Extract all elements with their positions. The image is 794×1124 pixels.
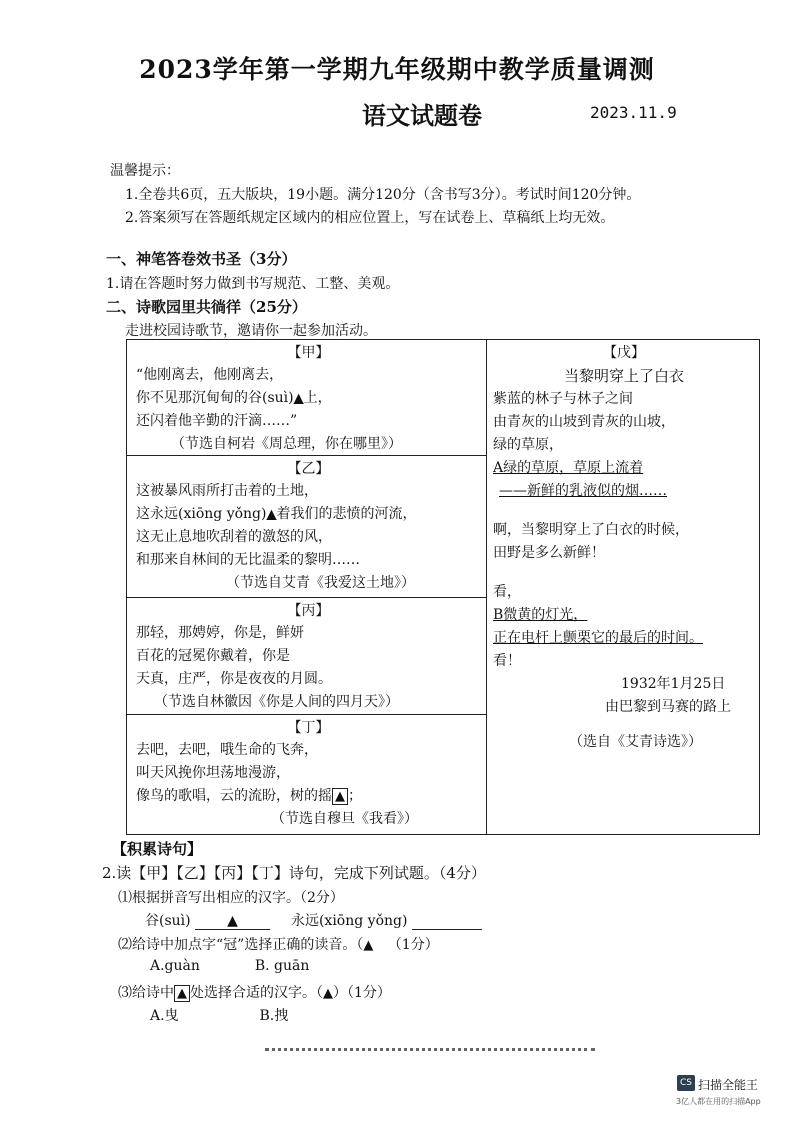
blank-mark: ▲	[293, 391, 304, 406]
poem-wu-line: ——新鲜的乳液似的烟……	[499, 483, 667, 499]
poem-jia-label: 【甲】	[287, 345, 330, 361]
poem-jia	[136, 342, 481, 456]
section2-heading: 二、诗歌园里共徜徉（25分）	[106, 298, 307, 316]
poem-wu-date: 1932年1月25日	[621, 676, 726, 692]
poem-ding-line: 去吧，去吧，哦生命的飞奔，	[136, 742, 318, 758]
pinyin-sui: 谷(suì)	[145, 913, 191, 929]
option-a[interactable]: A.guàn	[150, 958, 200, 974]
poem-yi-line: 和那来自林间的无比温柔的黎明……	[136, 552, 360, 568]
poem-wu-line: 正在电杆上颤栗它的最后的时间。	[493, 630, 703, 646]
poem-ding-source: （节选自穆旦《我看》）	[271, 811, 418, 827]
poem-wu-label: 【戊】	[603, 345, 645, 361]
poem-wu-line: 紫蓝的林子与林子之间	[493, 391, 633, 407]
question-2: 2.读【甲】【乙】【丙】【丁】诗句，完成下列试题。（4分）	[102, 864, 486, 882]
question-2-2: ⑵给诗中加点字“冠”选择正确的读音。（▲ （1分）	[118, 937, 439, 953]
poem-wu-title: 当黎明穿上了白衣	[563, 367, 684, 385]
poem-yi-line: 这永远(xiōng yǒng)▲着我们的悲愤的河流，	[136, 503, 481, 526]
poem-ding-line: 像鸟的歌唱，云的流盼，树的摇 ▲ ；	[136, 788, 362, 804]
poem-wu-line: 田野是多么新鲜！	[493, 545, 605, 561]
question-2-2-options	[150, 958, 309, 974]
boxed-blank-mark: ▲	[174, 985, 190, 1002]
poem-jia-line: 你不见那沉甸甸的谷(suì)▲上，	[136, 387, 481, 410]
exam-subtitle: 语文试题卷	[362, 101, 482, 130]
blank-mark: ▲	[227, 913, 238, 929]
option-b[interactable]: B. guān	[254, 958, 310, 974]
exam-date: 2023.11.9	[590, 103, 677, 122]
poem-jia-line: “他刚离去，他刚离去，	[136, 367, 284, 383]
poem-bing-line: 天真，庄严，你是夜夜的月圆。	[136, 671, 332, 687]
poem-wu	[493, 342, 755, 754]
poem-wu-line-a: A绿的草原，草原上流着	[493, 460, 644, 476]
poem-yi-line: 这无止息地吹刮着的激怒的风，	[136, 529, 332, 545]
scanner-logo-icon: CS	[677, 1075, 695, 1091]
poem-wu-line-b: B微黄的灯光，	[493, 607, 588, 623]
poem-jia-line: 还闪着他辛勤的汗滴……”	[136, 413, 298, 429]
poem-yi-label: 【乙】	[287, 461, 330, 477]
poem-bing	[136, 600, 481, 714]
scanner-app-name: 扫描全能王	[698, 1078, 759, 1092]
poem-bing-source: （节选自林徽因《你是人间的四月天》）	[154, 694, 399, 710]
poem-yi-source: （节选自艾青《我爱这土地》）	[226, 575, 415, 591]
poem-wu-source: （选自《艾青诗选》）	[569, 734, 702, 750]
poem-wu-line: 看！	[493, 653, 521, 669]
poem-wu-line: 绿的草原，	[493, 437, 563, 453]
section1-heading: 一、神笔答卷效书圣（3分）	[106, 250, 297, 268]
tip-1: 1.全卷共6页，五大版块，19小题。满分120分（含书写3分）。考试时间120分钟。	[125, 187, 641, 203]
row-divider-2	[126, 597, 487, 598]
question-2-3: ⑶给诗中 ▲ 处选择合适的汉字。（▲）（1分）	[118, 985, 391, 1001]
poem-bing-label: 【丙】	[287, 603, 330, 619]
accumulate-heading: 【积累诗句】	[112, 840, 203, 858]
row-divider-3	[126, 714, 487, 715]
poem-bing-line: 那轻，那娉婷，你是，鲜妍	[136, 625, 304, 641]
question-2-1: ⑴根据拼音写出相应的汉字。（2分）	[118, 890, 344, 906]
section2-intro: 走进校园诗歌节，邀请你一起参加活动。	[125, 323, 377, 339]
scanner-tagline: 3亿人都在用的扫描App	[676, 1097, 761, 1106]
option-b[interactable]: B.拽	[259, 1008, 289, 1024]
blank-mark: ▲	[323, 986, 333, 1001]
cut-off-line	[265, 1048, 595, 1059]
section1-text: 1.请在答题时努力做到书写规范、工整、美观。	[106, 276, 400, 292]
table-divider	[486, 339, 487, 835]
poem-wu-line: 啊，当黎明穿上了白衣的时候，	[493, 522, 689, 538]
blank-mark: ▲	[266, 507, 277, 522]
tips-label: 温馨提示：	[110, 163, 180, 179]
question-2-1-items	[145, 910, 482, 930]
poem-wu-line: 看，	[493, 584, 521, 600]
blank-mark: ▲	[363, 938, 374, 953]
poem-wu-line: 由青灰的山坡到青灰的山坡，	[493, 414, 675, 430]
poem-ding-label: 【丁】	[287, 720, 330, 736]
poem-ding	[136, 717, 481, 831]
question-2-3-options	[150, 1005, 288, 1025]
answer-blank-2[interactable]	[412, 929, 482, 930]
poem-ding-line: 叫天风挽你坦荡地漫游，	[136, 765, 290, 781]
answer-blank-1[interactable]	[195, 913, 270, 930]
poem-yi-line: 这被暴风雨所打击着的土地，	[136, 483, 318, 499]
tip-2: 2.答案须写在答题纸规定区域内的相应位置上，写在试卷上、草稿纸上均无效。	[125, 210, 615, 226]
poem-bing-line: 百花的冠冕你戴着，你是	[136, 648, 290, 664]
poem-wu-place: 由巴黎到马赛的路上	[605, 699, 731, 715]
exam-title: 2023学年第一学期九年级期中教学质量调测	[139, 55, 655, 84]
pinyin-xiongyong: 永远(xiōng yǒng)	[290, 913, 408, 929]
option-a[interactable]: A.曳	[150, 1008, 179, 1024]
boxed-blank-mark: ▲	[332, 788, 348, 805]
poem-jia-source: （节选自柯岩《周总理，你在哪里》）	[171, 436, 402, 452]
poem-yi	[136, 458, 481, 595]
